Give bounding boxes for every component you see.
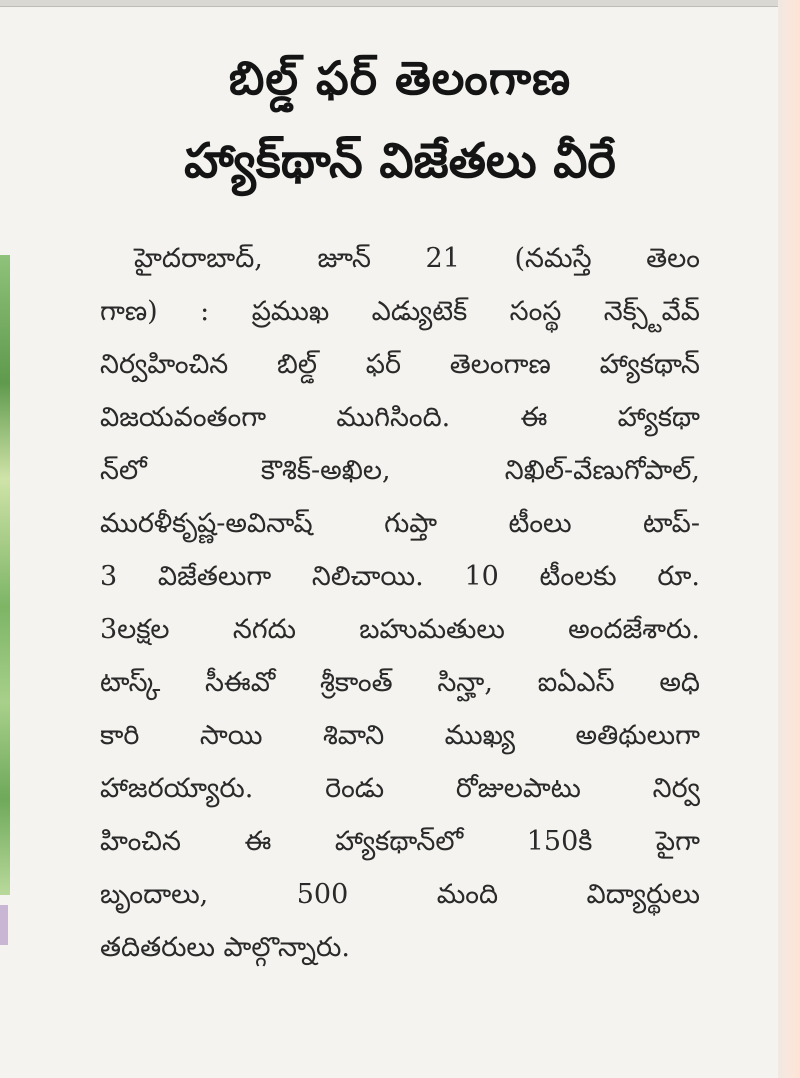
- body-line: మురళీకృష్ణ-అవినాష్ గుప్తా టీంలు టాప్-: [100, 508, 700, 539]
- body-line: తదితరులు పాల్గొన్నారు.: [100, 932, 350, 963]
- page-margin: [778, 0, 800, 1078]
- headline-line-2: హ్యాక్‌థాన్ విజేతలు వీరే: [184, 133, 616, 189]
- body-line: బృందాలు, 500 మంది విద్యార్థులు: [100, 879, 700, 910]
- top-rule: [0, 0, 800, 7]
- body-line: హాజరయ్యారు. రెండు రోజులపాటు నిర్వ: [100, 773, 700, 804]
- body-line: 3 విజేతలుగా నిలిచాయి. 10 టీంలకు రూ.: [100, 561, 700, 592]
- body-line: విజయవంతంగా ముగిసింది. ఈ హ్యాకథా: [100, 402, 700, 433]
- news-article: [100, 38, 700, 974]
- headline: [100, 38, 700, 204]
- body-line: కారి సాయి శివాని ముఖ్య అతిథులుగా: [100, 720, 700, 751]
- article-body: [100, 232, 700, 974]
- body-line: 3లక్షల నగదు బహుమతులు అందజేశారు.: [100, 614, 700, 645]
- adjacent-column-edge: [0, 905, 8, 945]
- body-line: గాణ) : ప్రముఖ ఎడ్యుటెక్ సంస్థ నెక్స్ట్‌వేవ్: [100, 296, 700, 327]
- adjacent-photo-edge: [0, 255, 10, 895]
- body-line: హైదరాబాద్, జూన్ 21 (నమస్తే తెలం: [134, 243, 700, 274]
- body-line: టాస్క్ సీఈవో శ్రీకాంత్ సిన్హా, ఐఏఎస్ అధి: [100, 667, 700, 698]
- body-line: న్‌లో కౌశిక్-అఖిల, నిఖిల్-వేణుగోపాల్,: [100, 455, 700, 486]
- body-line: నిర్వహించిన బిల్డ్ ఫర్ తెలంగాణ హ్యాకథాన్: [100, 349, 700, 380]
- body-line: హించిన ఈ హ్యాకథాన్‌లో 150కి పైగా: [100, 826, 700, 857]
- headline-line-1: బిల్డ్ ఫర్ తెలంగాణ: [228, 51, 572, 105]
